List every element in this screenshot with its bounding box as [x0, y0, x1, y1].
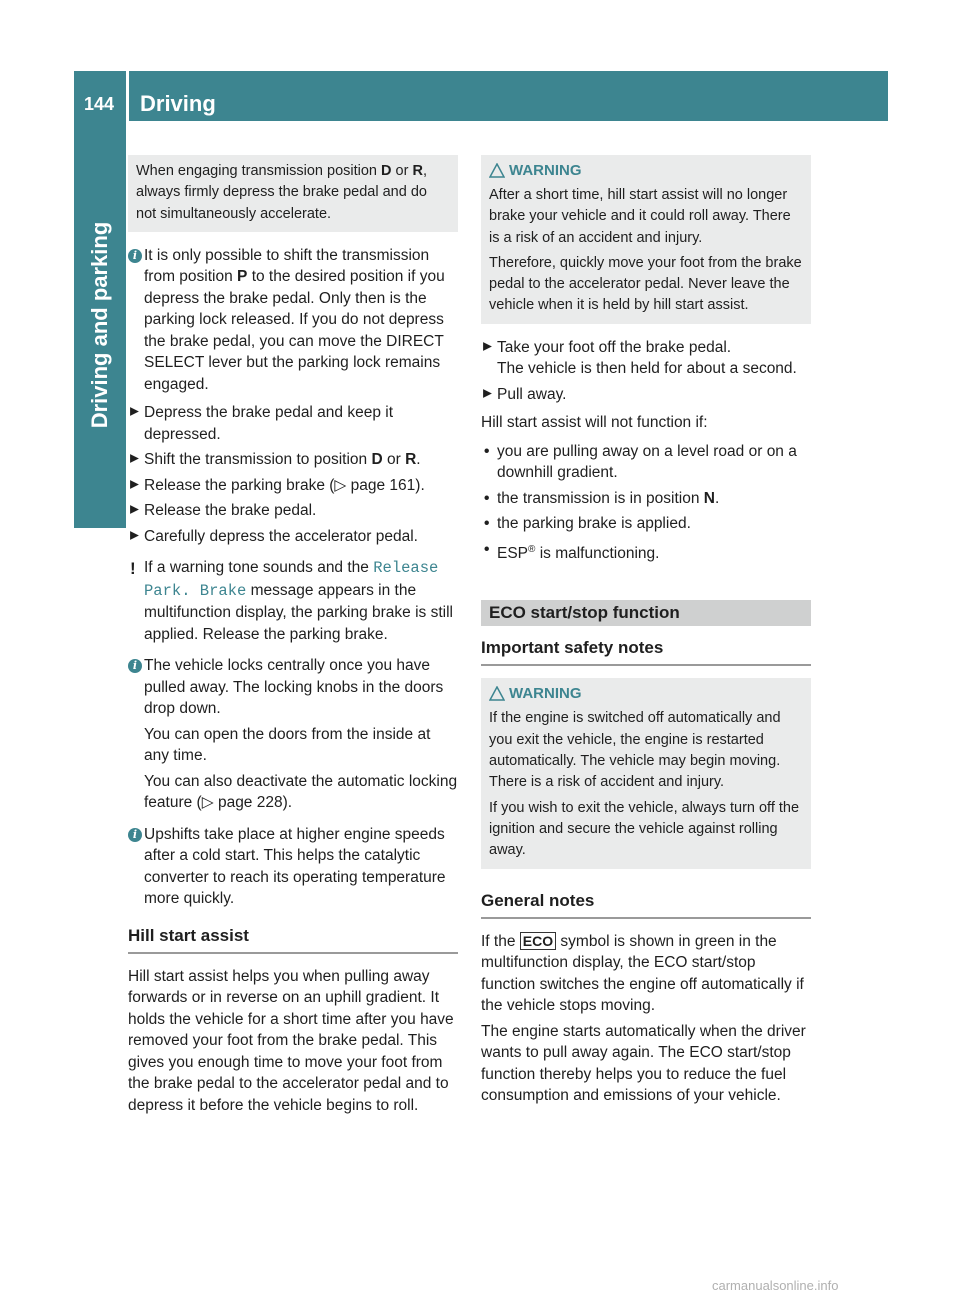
- section-band: ECO start/stop function: [481, 600, 811, 626]
- step-arrow-icon: [129, 453, 140, 464]
- step-arrow-icon: [482, 388, 493, 399]
- step-item: Shift the transmission to position D or R.: [128, 449, 458, 471]
- step-item: Release the parking brake (▷ page 161).: [128, 475, 458, 497]
- exclamation-icon: !: [130, 559, 136, 579]
- section-heading: Hill start assist: [128, 924, 458, 954]
- warning-triangle-icon: [489, 163, 505, 178]
- warning-heading: WARNING: [489, 684, 803, 704]
- warning-heading: WARNING: [489, 161, 803, 181]
- info-note: i The vehicle locks centrally once you have pulled away. The locking knobs in the doors drop down. You can open the doors from the inside at any time. You can also deactivate the automatic locking feature (▷ page 228).: [128, 655, 458, 814]
- step-arrow-icon: [129, 406, 140, 417]
- left-column: [128, 155, 458, 1116]
- bullet-item: • the parking brake is applied.: [484, 515, 691, 533]
- step-item: Depress the brake pedal and keep it depressed.: [128, 402, 458, 445]
- note-box: When engaging transmission position D or R, always firmly depress the brake pedal and do not simultaneously accelerate.: [128, 155, 458, 232]
- info-icon: i: [128, 828, 142, 842]
- step-item: Pull away.: [481, 384, 811, 406]
- info-note: i Upshifts take place at higher engine speeds after a cold start. This helps the catalytic converter to reach its operating temperature more quickly.: [128, 824, 458, 910]
- paragraph: Hill start assist helps you when pulling away forwards or in reverse on an uphill gradient. It holds the vehicle for a short time after you have removed your foot from the brake pedal. This gives you enough time to move your foot from the brake pedal to the accelerator pedal and to depress it before the vehicle begins to roll.: [128, 967, 454, 1114]
- step-item: Release the brake pedal.: [128, 500, 458, 522]
- info-note: i It is only possible to shift the transmission from position P to the desired position if you depress the brake pedal. Only then is the parking lock released. If you do not depress the brake pedal, you can move the DIRECT SELECT lever but the parking lock remains engaged.: [128, 245, 458, 396]
- step-arrow-icon: [482, 341, 493, 352]
- display-message: Release Park. Brake: [144, 559, 439, 600]
- paragraph: Hill start assist will not function if:: [481, 414, 708, 432]
- caution-note: ! If a warning tone sounds and the Release Park. Brake message appears in the multifunction display, the parking brake is still applied. Release the parking brake.: [130, 559, 453, 643]
- step-arrow-icon: [129, 479, 140, 490]
- bullet-item: • ESP® is malfunctioning.: [484, 540, 660, 562]
- warning-box: WARNING After a short time, hill start assist will no longer brake your vehicle and it could roll away. There is a risk of an accident and injury. Therefore, quickly move your foot from the brake pedal to the accelerator pedal. Never leave the vehicle when it is held by hill start assist.: [481, 155, 811, 324]
- side-tab-label: Driving and parking: [87, 221, 112, 428]
- paragraph: The engine starts automatically when the driver wants to pull away again. The ECO start/stop function thereby helps you to reduce the fuel consumption and emissions of your vehicle.: [481, 1022, 806, 1105]
- page-number: 144: [84, 94, 115, 114]
- info-icon: i: [128, 659, 142, 673]
- info-icon: i: [128, 249, 142, 263]
- right-column: [481, 155, 811, 1107]
- eco-symbol-icon: ECO: [520, 932, 556, 950]
- step-item: Carefully depress the accelerator pedal.: [128, 526, 458, 548]
- watermark: carmanualsonline.info: [712, 1278, 839, 1293]
- page-title: Driving: [140, 91, 216, 116]
- paragraph: If the ECO symbol is shown in green in the multifunction display, the ECO start/stop function switches the engine off automatically if the vehicle stops moving.: [481, 932, 804, 1015]
- step-arrow-icon: [129, 530, 140, 541]
- warning-triangle-icon: [489, 686, 505, 701]
- bullet-item: • you are pulling away on a level road or on a downhill gradient.: [484, 442, 797, 482]
- header-divider: [126, 71, 129, 121]
- bullet-item: • the transmission is in position N.: [484, 489, 720, 507]
- section-heading: Important safety notes: [481, 636, 811, 666]
- section-heading: General notes: [481, 889, 811, 919]
- step-arrow-icon: [129, 504, 140, 515]
- step-item: Take your foot off the brake pedal. The vehicle is then held for about a second.: [481, 337, 811, 380]
- warning-box: WARNING If the engine is switched off automatically and you exit the vehicle, the engine is restarted automatically. The vehicle may begin moving. There is a risk of accident and injury. If you wish to exit the vehicle, always turn off the ignition and secure the vehicle against rolling away.: [481, 678, 811, 868]
